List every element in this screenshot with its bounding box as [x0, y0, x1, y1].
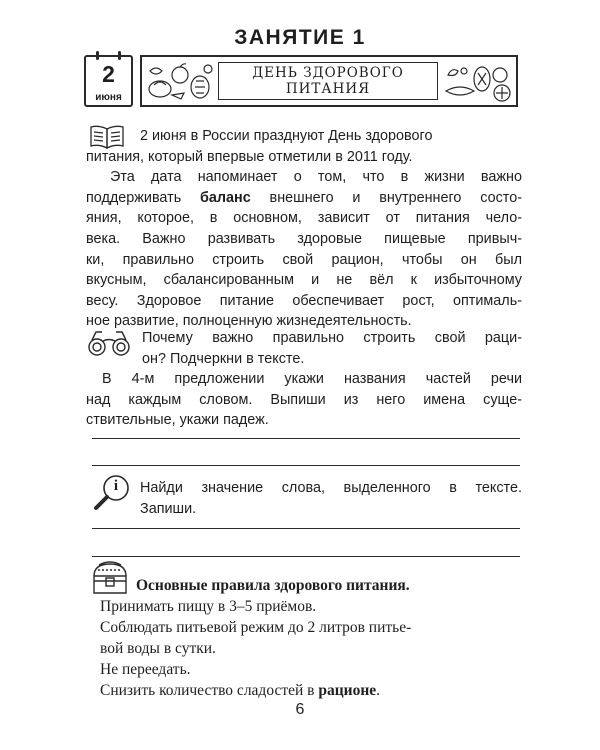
binoculars-icon	[86, 328, 132, 358]
task-3	[140, 478, 522, 519]
task-2-line-2: над каждым словом. Выпиши из него имена суще-	[86, 391, 522, 408]
rules-title: Основные правила здорового питания.	[136, 577, 410, 594]
answer-line-1[interactable]	[92, 438, 520, 439]
info-letter: i	[113, 478, 119, 494]
paragraph-line-2-start: поддерживать	[86, 189, 201, 206]
rule-2-line-1: Соблюдать питьевой режим до 2 литров питье-	[100, 619, 412, 636]
intro-text	[140, 126, 522, 147]
paragraph-line-4: века. Важно развивать здоровые пищевые привыч-	[86, 230, 522, 247]
lesson-title: ЗАНЯТИЕ 1	[234, 26, 366, 49]
task-3-line-2: Запиши.	[140, 500, 197, 517]
task-1-line-2: он? Подчеркни в тексте.	[142, 350, 305, 367]
paragraph-line-7: весу. Здоровое питание обеспечивает рост, оптималь-	[86, 292, 522, 309]
paragraph-line-3: яния, которое, в основном, зависит от питания чело-	[86, 210, 522, 227]
task-2-line-3: ствительные, укажи падеж.	[86, 412, 269, 429]
intro-line-1: 2 июня в России празднуют День здорового	[140, 128, 433, 144]
page-number: 6	[295, 701, 305, 718]
task-2-line-1: В 4-м предложении укажи названия частей речи	[102, 371, 522, 387]
calendar-rings	[92, 51, 125, 59]
rule-4-end: .	[376, 682, 381, 699]
answer-line-4[interactable]	[92, 556, 520, 557]
rule-1: Принимать пищу в 3–5 приёмов.	[100, 598, 317, 615]
highlighted-word: баланс	[200, 189, 251, 206]
task-1-line-1: Почему важно правильно строить свой раци-	[142, 330, 522, 346]
calendar-badge	[84, 55, 133, 107]
paragraph-line-5: ки, правильно строить свой рацион, чтобы он был	[86, 251, 522, 268]
calendar-month: июня	[95, 92, 122, 103]
paragraph-line-2-end: внешнего и внутреннего состо-	[250, 189, 523, 206]
paragraph-line-1: Эта дата напоминает о том, что в жизни важно	[110, 169, 522, 186]
intro-line-2: питания, который впервые отметили в 2011 году.	[86, 148, 413, 165]
food-illustration-left-icon	[146, 61, 216, 103]
rule-2-line-2: вой воды в сутки.	[100, 640, 216, 657]
rules-list	[100, 596, 530, 701]
calendar-day: 2	[102, 61, 115, 87]
task-1	[142, 328, 522, 369]
task-2	[86, 369, 522, 431]
topic-banner	[140, 55, 518, 107]
paragraph-line-2	[86, 188, 522, 209]
rule-4-start: Снизить количество сладостей в	[100, 682, 319, 699]
food-illustration-right-icon	[442, 61, 514, 103]
paragraph-line-6: вкусным, сбалансированным и не вёл к избыточному	[86, 272, 522, 289]
task-3-line-1: Найди значение слова, выделенного в тексте.	[140, 480, 522, 496]
paragraph-line-8: ное развитие, полноценную жизнедеятельность.	[86, 313, 412, 330]
answer-line-2[interactable]	[92, 465, 520, 466]
rule-3: Не переедать.	[100, 661, 191, 678]
rule-4-bold: рационе	[318, 682, 377, 699]
main-paragraph	[86, 167, 522, 332]
banner-title: ДЕНЬ ЗДОРОВОГО ПИТАНИЯ	[218, 62, 438, 100]
intro-text-cont	[86, 147, 522, 168]
answer-line-3[interactable]	[92, 528, 520, 529]
treasure-chest-icon	[90, 560, 130, 596]
rule-4	[100, 680, 530, 701]
